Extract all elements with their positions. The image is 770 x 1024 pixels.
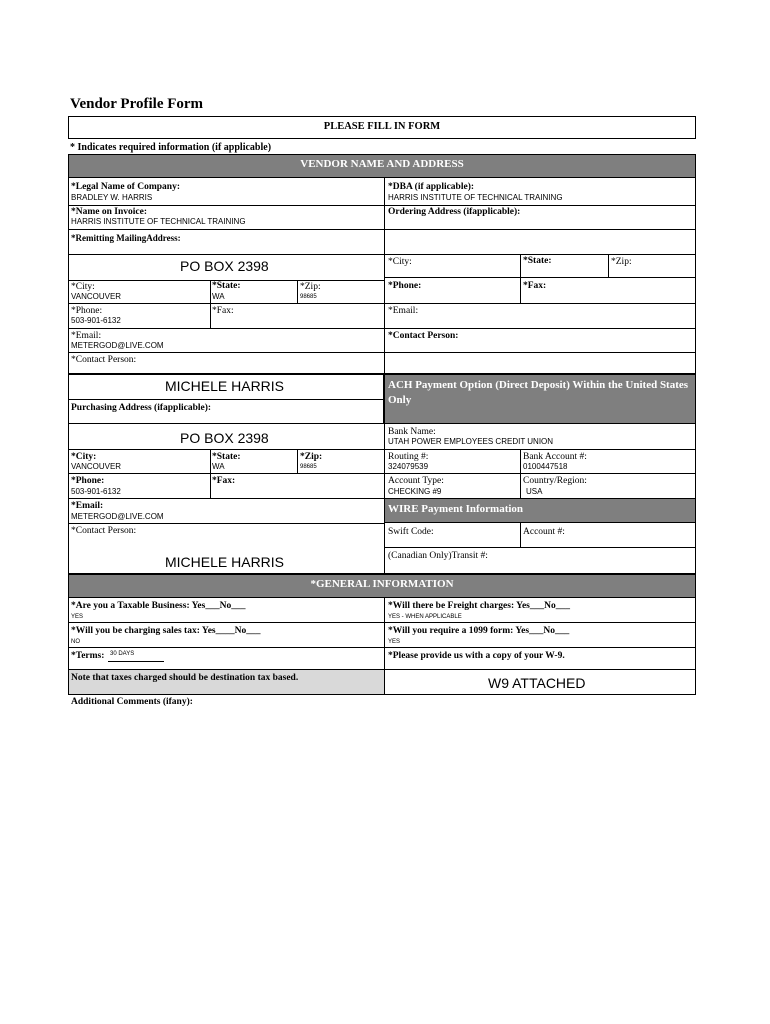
r-city-label: *City: (388, 257, 412, 267)
r-contact-label: *Contact Person: (388, 331, 459, 341)
account-type-label: Account Type: (388, 476, 444, 486)
l-city-field[interactable]: VANCOUVER (71, 292, 122, 301)
l-state-label: *State: (212, 281, 241, 291)
p-phone-field[interactable]: 503-901-6132 (71, 487, 121, 496)
l-zip-label: *Zip: (300, 282, 321, 292)
additional-comments-label: Additional Comments (ifany): (71, 697, 193, 707)
wire-account-label: Account #: (523, 527, 565, 537)
w9-label: *Please provide us with a copy of your W-9. (388, 651, 565, 661)
l-state-field[interactable]: WA (212, 292, 225, 301)
p-email-label: *Email: (71, 501, 104, 511)
vendor-header-text: VENDOR NAME AND ADDRESS (300, 158, 464, 170)
form-title: Vendor Profile Form (70, 96, 204, 112)
dba-field[interactable]: HARRIS INSTITUTE OF TECHNICAL TRAINING (388, 193, 563, 202)
l-email-field[interactable]: METERGOD@LIVE.COM (71, 341, 164, 350)
wire-header-text: WIRE Payment Information (388, 503, 524, 515)
bank-name-field[interactable]: UTAH POWER EMPLOYEES CREDIT UNION (388, 437, 554, 446)
p-zip-label: *Zip: (300, 452, 323, 462)
remitting-label: *Remitting MailingAddress: (71, 233, 181, 243)
p-contact-field[interactable]: MICHELE HARRIS (165, 554, 285, 570)
general-header-text: *GENERAL INFORMATION (310, 578, 454, 590)
purchasing-label: Purchasing Address (ifapplicable): (71, 403, 212, 413)
bank-name-label: Bank Name: (388, 427, 436, 437)
r-state-label: *State: (523, 256, 552, 266)
l-contact-label: *Contact Person: (71, 355, 137, 365)
ach-header-text: ACH Payment Option (Direct Deposit) Within the United States Only (388, 379, 689, 406)
wire-header (384, 498, 696, 523)
r-zip-label: *Zip: (611, 257, 632, 267)
p-phone-label: *Phone: (71, 476, 105, 486)
taxable-label: *Are you a Taxable Business: Yes___No___ (71, 601, 246, 611)
l-phone-label: *Phone: (71, 306, 103, 316)
dba-label: *DBA (if applicable): (388, 182, 475, 192)
p-city-field[interactable]: VANCOUVER (71, 462, 122, 471)
remit-address-field[interactable]: PO BOX 2398 (180, 258, 269, 274)
p-fax-label: *Fax: (212, 476, 236, 486)
ach-header (384, 374, 696, 424)
r-fax-label: *Fax: (523, 281, 547, 291)
legal-name-field[interactable]: BRADLEY W. HARRIS (71, 193, 153, 202)
purchasing-address-field[interactable]: PO BOX 2398 (180, 430, 269, 446)
routing-field[interactable]: 324079539 (388, 462, 429, 471)
terms-label: *Terms: (71, 651, 105, 661)
l-phone-field[interactable]: 503-901-6132 (71, 316, 121, 325)
routing-label: Routing #: (388, 452, 429, 462)
bank-account-label: Bank Account #: (523, 452, 587, 462)
form-1099-label: *Will you require a 1099 form: Yes___No___ (388, 626, 570, 636)
name-invoice-label: *Name on Invoice: (71, 207, 147, 217)
freight-label: *Will there be Freight charges: Yes___No___ (388, 601, 570, 611)
r-email-label: *Email: (388, 306, 419, 316)
p-city-label: *City: (71, 452, 97, 462)
transit-label: (Canadian Only)Transit #: (388, 551, 488, 561)
legal-name-label: *Legal Name of Company: (71, 182, 180, 192)
ordering-address-label: Ordering Address (ifapplicable): (388, 207, 521, 217)
bank-account-field[interactable]: 0100447518 (523, 462, 568, 471)
taxable-field[interactable]: YES (71, 614, 84, 620)
required-note: * Indicates required information (if applicable) (70, 142, 272, 153)
p-email-field[interactable]: METERGOD@LIVE.COM (71, 512, 164, 521)
country-field[interactable]: USA (526, 487, 543, 496)
tax-note: Note that taxes charged should be destination tax based. (71, 673, 299, 683)
p-state-label: *State: (212, 452, 241, 462)
p-contact-label: *Contact Person: (71, 526, 137, 536)
form-1099-field[interactable]: YES (388, 639, 401, 645)
country-label: Country/Region: (523, 476, 587, 486)
swift-code-label: Swift Code: (388, 527, 434, 537)
w9-attached-field[interactable]: W9 ATTACHED (488, 675, 586, 691)
l-zip-field[interactable]: 98685 (300, 294, 317, 300)
l-email-label: *Email: (71, 331, 102, 341)
p-state-field[interactable]: WA (212, 462, 225, 471)
please-fill-text: PLEASE FILL IN FORM (323, 121, 441, 132)
l-city-label: *City: (71, 282, 95, 292)
l-contact-field[interactable]: MICHELE HARRIS (165, 378, 285, 394)
sales-tax-field[interactable]: NO (71, 639, 80, 645)
sales-tax-label: *Will you be charging sales tax: Yes____No___ (71, 626, 261, 636)
p-zip-field[interactable]: 98685 (300, 464, 317, 470)
r-phone-label: *Phone: (388, 281, 422, 291)
vendor-header (68, 154, 696, 178)
please-fill-box (68, 116, 696, 139)
l-fax-label: *Fax: (212, 306, 234, 316)
terms-field[interactable]: 30 DAYS (110, 651, 135, 657)
freight-field[interactable]: YES - WHEN APPLICABLE (388, 614, 462, 620)
general-header (68, 574, 696, 598)
account-type-field[interactable]: CHECKING #9 (388, 487, 442, 496)
name-invoice-field[interactable]: HARRIS INSTITUTE OF TECHNICAL TRAINING (71, 217, 246, 226)
